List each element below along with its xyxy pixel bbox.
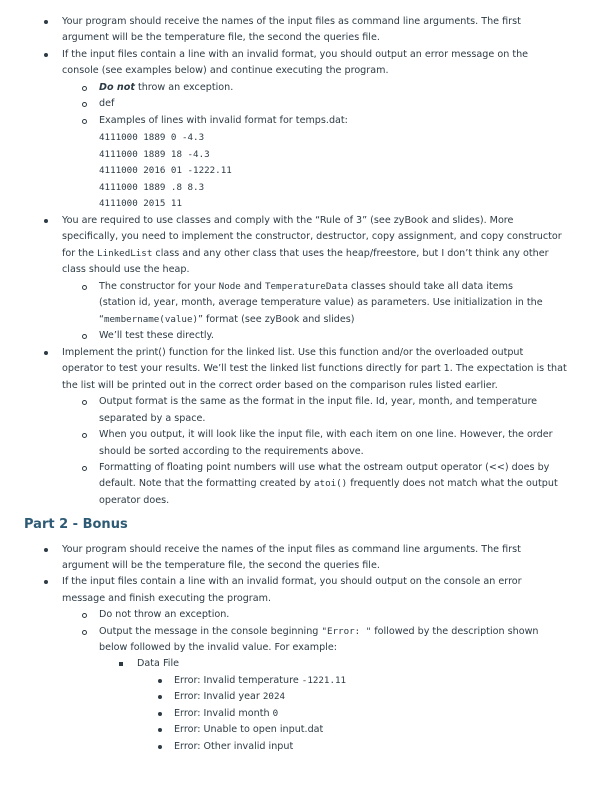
list-item: def <box>99 98 115 109</box>
code-line: 4111000 1889 18 -4.3 <box>99 149 210 160</box>
list-item: We’ll test these directly. <box>99 330 214 341</box>
inline-code: 2024 <box>262 691 286 702</box>
paragraph-line: argument will be the temperature file, the second the queries file. <box>62 560 380 571</box>
bullet-icon <box>158 679 162 683</box>
text: class and any other class that uses the heap/freestore, but I don’t think any other <box>152 248 549 259</box>
text: Output the message in the console beginning <box>99 626 322 637</box>
sub-bullet-icon <box>82 86 87 91</box>
error-item <box>174 689 285 705</box>
list-item-line <box>99 312 355 328</box>
list-item: Formatting of floating point numbers will use what the ostream output operator (<<) does by <box>99 462 550 473</box>
list-item-line: below followed by the invalid value. For example: <box>99 642 338 653</box>
bullet-icon <box>44 548 48 552</box>
bullet-icon <box>44 580 48 584</box>
sub-bullet-icon <box>82 613 87 618</box>
bullet-icon <box>158 728 162 732</box>
paragraph-line: class should use the heap. <box>62 264 190 275</box>
paragraph-line: Your program should receive the names of the input files as command line arguments. The first <box>62 16 521 27</box>
text: Error: Invalid month <box>174 708 273 719</box>
list-item: When you output, it will look like the input file, with each item on one line. However, the order <box>99 429 553 440</box>
paragraph-line: Your program should receive the names of the input files as command line arguments. The first <box>62 544 521 555</box>
text: ” format (see zyBook and slides) <box>198 314 355 325</box>
error-item: Error: Other invalid input <box>174 741 294 752</box>
list-item-line: operator does. <box>99 495 170 506</box>
sub-bullet-icon <box>82 466 87 471</box>
error-item <box>174 673 346 689</box>
text: for the <box>62 248 98 259</box>
sub-bullet-icon <box>82 102 87 107</box>
text: followed by the description shown <box>371 626 539 637</box>
text: frequently does not match what the output <box>347 478 558 489</box>
inline-code: atoi() <box>314 478 348 489</box>
paragraph-line: operator to test your results. We’ll test the linked list functions directly for part 1. The expectation is that <box>62 363 567 374</box>
sub-bullet-icon <box>82 400 87 405</box>
paragraph-line <box>62 246 549 262</box>
paragraph-line: the list will be printed out in the correct order based on the comparison rules listed earlier. <box>62 380 498 391</box>
list-item-line: should be sorted according to the requirements above. <box>99 446 364 457</box>
sub-bullet-icon <box>82 285 87 290</box>
list-item: Data File <box>137 658 180 669</box>
list-item <box>99 624 539 640</box>
text: and <box>240 281 265 292</box>
paragraph-line: If the input files contain a line with an invalid format, you should output on the console an error <box>62 576 522 587</box>
text: “ <box>99 314 104 325</box>
paragraph-line: Implement the print() function for the linked list. Use this function and/or the overloaded output <box>62 347 524 358</box>
list-item <box>99 279 513 295</box>
bullet-icon <box>44 20 48 24</box>
square-bullet-icon <box>119 662 123 666</box>
error-item: Error: Unable to open input.dat <box>174 724 324 735</box>
paragraph-line: message and finish executing the program. <box>62 593 271 604</box>
text: Error: Invalid temperature <box>174 675 302 686</box>
paragraph-line: You are required to use classes and comply with the “Rule of 3” (see zyBook and slides). More <box>62 215 514 226</box>
text: Error: Invalid year <box>174 691 263 702</box>
text: classes should take all data items <box>347 281 514 292</box>
code-line: 4111000 2016 01 -1222.11 <box>99 165 232 176</box>
list-item: Do not throw an exception. <box>99 609 230 620</box>
sub-bullet-icon <box>82 119 87 124</box>
list-item: Examples of lines with invalid format for temps.dat: <box>99 115 348 126</box>
bullet-icon <box>44 219 48 223</box>
error-item <box>174 706 278 722</box>
code-line: 4111000 2015 11 <box>99 198 182 209</box>
bullet-icon <box>44 53 48 57</box>
bullet-icon <box>158 695 162 699</box>
list-item: Output format is the same as the format in the input file. Id, year, month, and temperature <box>99 396 538 407</box>
list-item-line: (station id, year, month, average temperature value) as parameters. Use initialization in the <box>99 297 543 308</box>
paragraph-line: console (see examples below) and continue executing the program. <box>62 65 389 76</box>
inline-code: TemperatureData <box>264 281 348 292</box>
list-item-line: separated by a space. <box>99 413 206 424</box>
code-line: 4111000 1889 0 -4.3 <box>99 132 205 143</box>
inline-code: "Error: " <box>321 626 372 637</box>
inline-code: Node <box>218 281 241 292</box>
list-item <box>99 80 233 96</box>
section-heading: Part 2 - Bonus <box>24 517 128 532</box>
bullet-icon <box>44 351 48 355</box>
inline-code: LinkedList <box>97 248 153 259</box>
list-item-line <box>99 476 558 492</box>
bullet-icon <box>158 745 162 749</box>
paragraph-line: argument will be the temperature file, the second the queries file. <box>62 32 380 43</box>
sub-bullet-icon <box>82 433 87 438</box>
bullet-icon <box>158 712 162 716</box>
text: default. Note that the formatting created by <box>99 478 315 489</box>
paragraph-line: specifically, you need to implement the constructor, destructor, copy assignment, and copy constructor <box>62 231 562 242</box>
list-item-text: throw an exception. <box>134 82 234 93</box>
inline-code: -1221.11 <box>301 675 347 686</box>
inline-code: 0 <box>272 708 279 719</box>
paragraph-line: If the input files contain a line with an invalid format, you should output an error message on the <box>62 49 529 60</box>
inline-code: membername(value) <box>103 314 199 325</box>
emphasis-text: Do not <box>99 82 135 93</box>
text: The constructor for your <box>99 281 219 292</box>
sub-bullet-icon <box>82 334 87 339</box>
sub-bullet-icon <box>82 630 87 635</box>
code-line: 4111000 1889 .8 8.3 <box>99 182 205 193</box>
